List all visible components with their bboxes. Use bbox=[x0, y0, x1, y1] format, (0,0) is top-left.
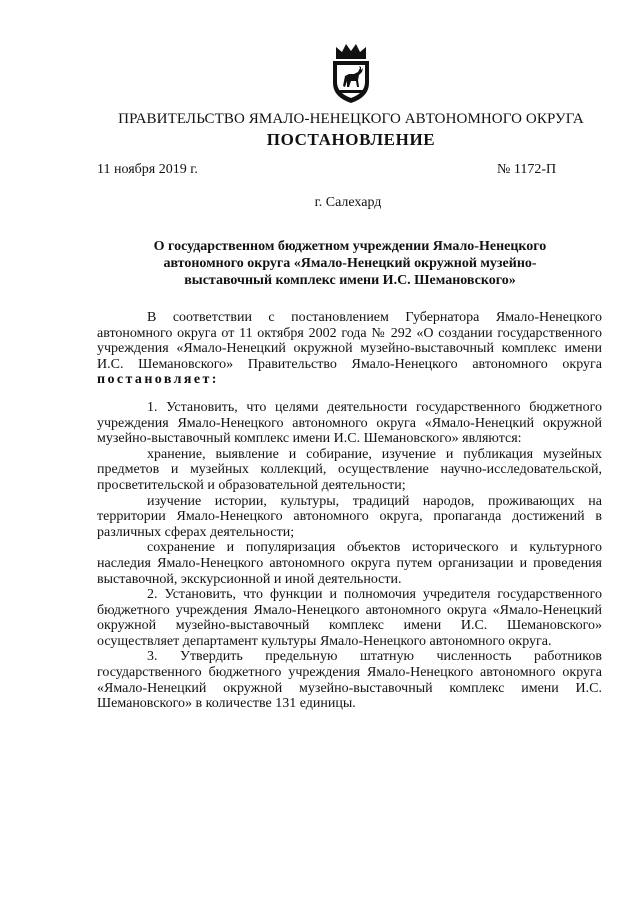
preamble-text: В соответствии с постановлением Губернатора Ямало-Ненецкого автономного округа от 11 октября 2002 года № 292 «О создании государственного учреждения «Ямало-Ненецкий окружной музейно-выставочный комплекс имени И.С. Шемановского» Правительство Ямало-Ненецкого автономного округа bbox=[97, 310, 602, 372]
clause-1-goal-c: сохранение и популяризация объектов исторического и культурного наследия Ямало-Ненецкого автономного округа путем организации и проведения выставочной, экскурсионной и иной деятельности. bbox=[97, 540, 602, 587]
coat-of-arms-icon bbox=[328, 42, 374, 104]
preamble-paragraph bbox=[97, 310, 602, 388]
document-number: № 1172-П bbox=[497, 162, 557, 177]
organization-name: ПРАВИТЕЛЬСТВО ЯМАЛО-НЕНЕЦКОГО АВТОНОМНОГО ОКРУГА bbox=[118, 111, 584, 127]
document-title: О государственном бюджетном учреждении Ямало-Ненецкого автономного округа «Ямало-Ненецкий окружной музейно-выставочный комплекс имени И.С. Шемановского» bbox=[153, 239, 547, 288]
clause-2: 2. Установить, что функции и полномочия учредителя государственного бюджетного учреждения Ямало-Ненецкого автономного округа «Ямало-Ненецкий окружной музейно-выставочный комплекс имени И.С. Шемановского» осуществляет департамент культуры Ямало-Ненецкого автономного округа. bbox=[97, 587, 602, 649]
clause-3: 3. Утвердить предельную штатную численность работников государственного бюджетного учреждения Ямало-Ненецкого автономного округа «Ямало-Ненецкий окружной музейно-выставочный комплекс имени И.С. Шемановского» в количестве 131 единицы. bbox=[97, 649, 602, 712]
clause-1-goal-a: хранение, выявление и собирание, изучение и публикация музейных предметов и музейных коллекций, осуществление научно-исследовательской, просветительской и образовательной деятельности; bbox=[97, 446, 602, 493]
document-city: г. Салехард bbox=[314, 195, 382, 210]
document-body bbox=[97, 310, 602, 712]
document-type: ПОСТАНОВЛЕНИЕ bbox=[266, 130, 436, 149]
document-date: 11 ноября 2019 г. bbox=[97, 162, 198, 177]
clause-1: 1. Установить, что целями деятельности государственного бюджетного учреждения Ямало-Ненецкого автономного округа «Ямало-Ненецкий окружной музейно-выставочный комплекс имени И.С. Шемановского» являются: bbox=[97, 399, 602, 447]
clause-1-goal-b: изучение истории, культуры, традиций народов, проживающих на территории Ямало-Ненецкого автономного округа, пропаганда достижений в различных сферах деятельности; bbox=[97, 493, 602, 540]
decree-word: постановляет: bbox=[97, 372, 219, 388]
